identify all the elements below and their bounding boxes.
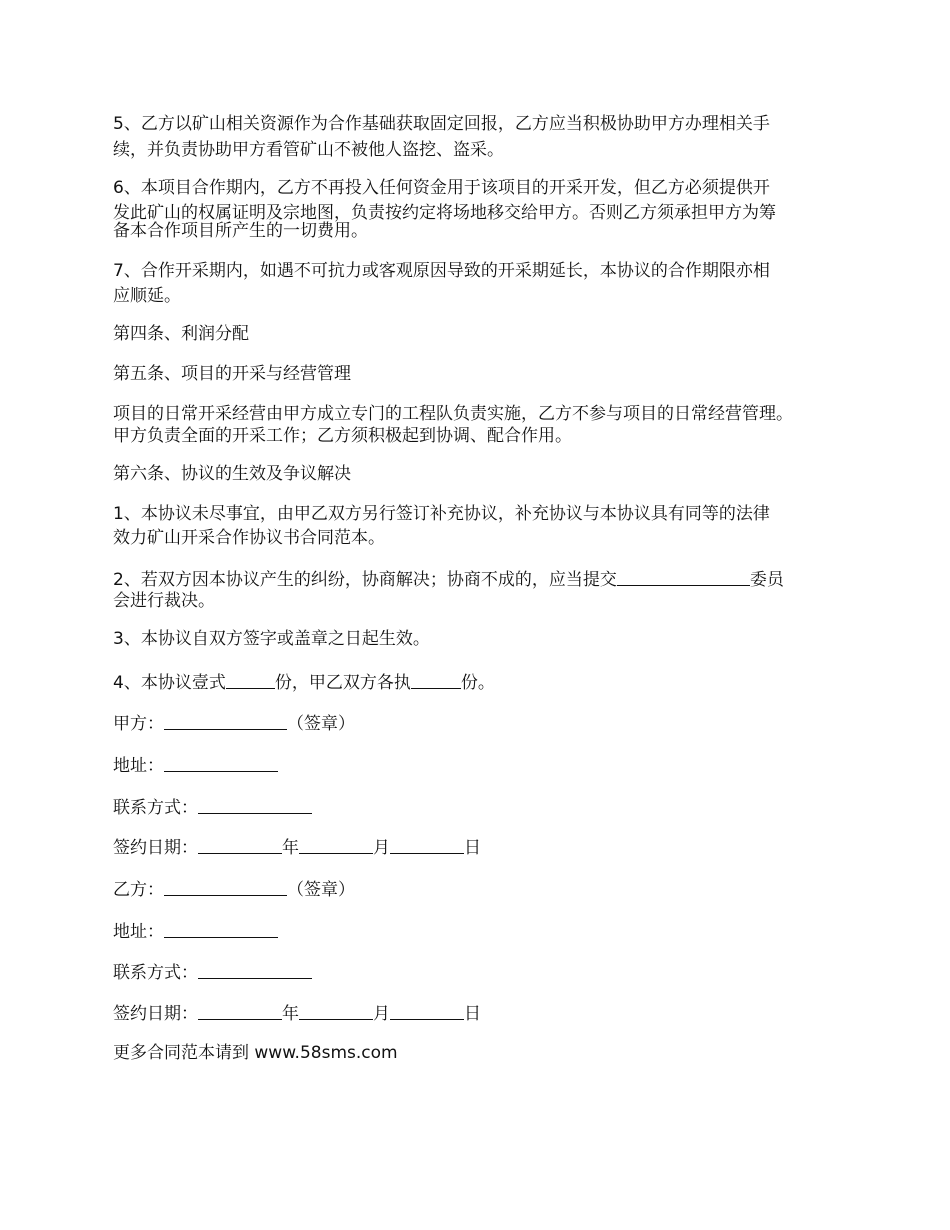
party-a-label: 甲方： — [113, 714, 164, 734]
party-a-address-label: 地址： — [113, 756, 164, 776]
party-a-seal-label: （签章） — [287, 714, 355, 734]
article-6-heading: 第六条、协议的生效及争议解决 — [113, 464, 351, 484]
party-b-day-blank[interactable] — [390, 1002, 464, 1020]
party-b-signature-line — [113, 877, 355, 901]
party-a-signature-line — [113, 711, 355, 735]
party-b-seal-label: （签章） — [287, 880, 355, 900]
footer-more-templates-link[interactable]: 更多合同范本请到 www.58sms.com — [113, 1043, 398, 1063]
party-b-year-blank[interactable] — [198, 1002, 282, 1020]
party-a-address-blank[interactable] — [164, 754, 278, 772]
party-b-label: 乙方： — [113, 880, 164, 900]
copies-each-blank[interactable] — [411, 671, 461, 689]
party-b-day-label: 日 — [464, 1004, 481, 1024]
clause-4-text-end: 份。 — [460, 673, 495, 693]
party-b-address-label: 地址： — [113, 922, 164, 942]
clause-2-text-end: 委员 — [749, 570, 784, 590]
party-a-day-blank[interactable] — [390, 836, 464, 854]
clause-6-line-2: 发此矿山的权属证明及宗地图，负责按约定将场地移交给甲方。否则乙方须承担甲方为筹 — [113, 203, 776, 223]
article-6-clause-1-line-2: 效力矿山开采合作协议书合同范本。 — [113, 528, 385, 548]
article-4-heading: 第四条、利润分配 — [113, 324, 249, 344]
party-b-contact-label: 联系方式： — [113, 963, 198, 983]
party-a-address-line — [113, 753, 278, 777]
party-a-date-line — [113, 835, 481, 859]
clause-7-line-1: 7、合作开采期内，如遇不可抗力或客观原因导致的开采期延长，本协议的合作期限亦相 — [113, 261, 770, 281]
arbitration-committee-blank[interactable] — [617, 568, 750, 586]
copies-total-blank[interactable] — [226, 671, 275, 689]
party-a-year-blank[interactable] — [198, 836, 282, 854]
article-6-clause-2-line-2: 会进行裁决。 — [113, 591, 215, 611]
party-a-signature-blank[interactable] — [164, 712, 287, 730]
party-b-month-blank[interactable] — [299, 1002, 373, 1020]
clause-7-line-2: 应顺延。 — [113, 286, 181, 306]
clause-6-line-1: 6、本项目合作期内，乙方不再投入任何资金用于该项目的开采开发，但乙方必须提供开 — [113, 178, 770, 198]
article-6-clause-4 — [113, 670, 495, 694]
party-a-day-label: 日 — [464, 838, 481, 858]
party-a-date-label: 签约日期： — [113, 838, 198, 858]
article-5-heading: 第五条、项目的开采与经营管理 — [113, 364, 351, 384]
party-a-year-label: 年 — [282, 838, 299, 858]
party-b-address-blank[interactable] — [164, 920, 278, 938]
party-a-month-blank[interactable] — [299, 836, 373, 854]
party-b-signature-blank[interactable] — [164, 878, 287, 896]
party-b-month-label: 月 — [373, 1004, 390, 1024]
party-b-date-label: 签约日期： — [113, 1004, 198, 1024]
management-line-1: 项目的日常开采经营由甲方成立专门的工程队负责实施，乙方不参与项目的日常经营管理。 — [113, 404, 793, 424]
party-b-contact-blank[interactable] — [198, 961, 312, 979]
party-b-address-line — [113, 919, 278, 943]
party-b-contact-line — [113, 960, 312, 984]
party-a-month-label: 月 — [373, 838, 390, 858]
clause-5-line-1: 5、乙方以矿山相关资源作为合作基础获取固定回报，乙方应当积极协助甲方办理相关手 — [113, 114, 770, 134]
party-b-year-label: 年 — [282, 1004, 299, 1024]
party-a-contact-blank[interactable] — [198, 796, 312, 814]
clause-4-text-start: 4、本协议壹式 — [113, 673, 226, 693]
clause-2-text-start: 2、若双方因本协议产生的纠纷，协商解决；协商不成的，应当提交 — [113, 570, 617, 590]
article-6-clause-3: 3、本协议自双方签字或盖章之日起生效。 — [113, 629, 430, 649]
clause-6-line-3: 备本合作项目所产生的一切费用。 — [113, 221, 368, 241]
party-a-contact-line — [113, 795, 312, 819]
party-b-date-line — [113, 1001, 481, 1025]
article-6-clause-1-line-1: 1、本协议未尽事宜，由甲乙双方另行签订补充协议，补充协议与本协议具有同等的法律 — [113, 504, 770, 524]
article-6-clause-2-line-1 — [113, 567, 784, 591]
party-a-contact-label: 联系方式： — [113, 798, 198, 818]
clause-5-line-2: 续，并负责协助甲方看管矿山不被他人盗挖、盗采。 — [113, 140, 504, 160]
management-line-2: 甲方负责全面的开采工作；乙方须积极起到协调、配合作用。 — [113, 426, 572, 446]
clause-4-text-mid: 份，甲乙双方各执 — [274, 673, 411, 693]
